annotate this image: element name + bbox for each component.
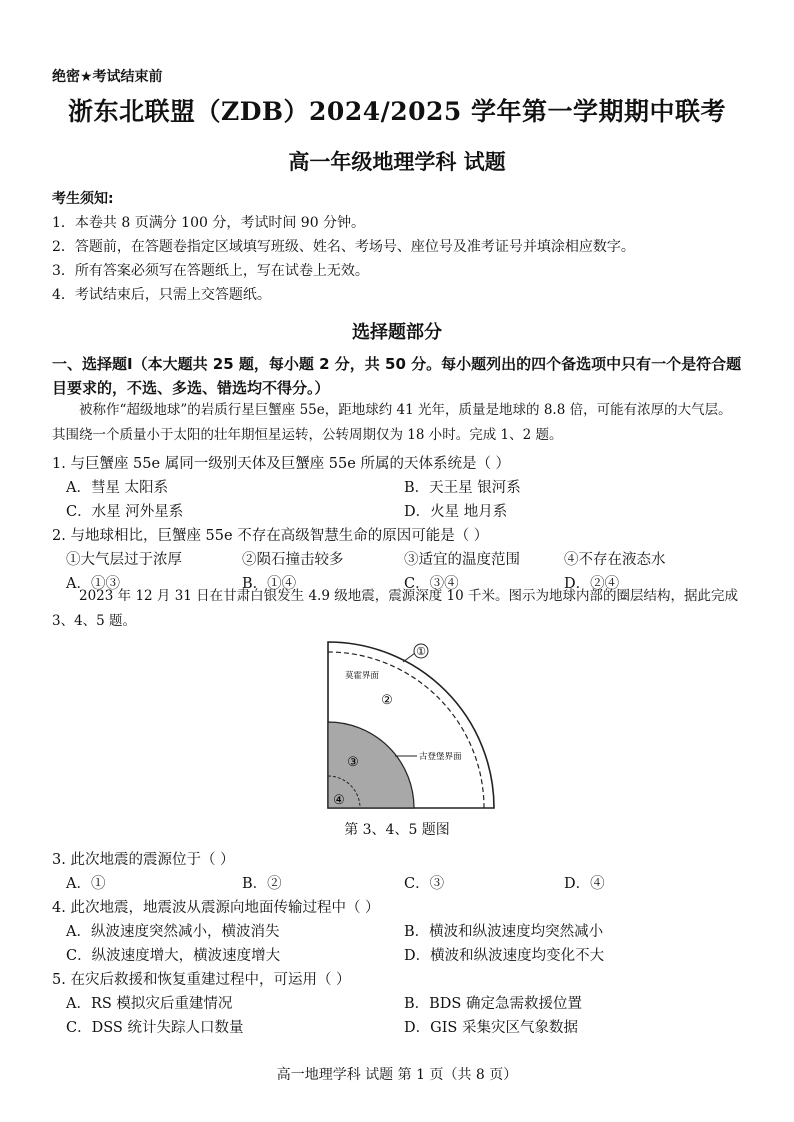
question-2-option-a: A．①③	[66, 576, 120, 592]
exam-title: 浙东北联盟（ZDB）2024/2025 学年第一学期期中联考	[67, 97, 727, 126]
question-3-option-b: B．②	[242, 876, 282, 892]
question-1-option-d: D．火星 地月系	[404, 504, 508, 520]
section-title: 选择题部分	[352, 322, 442, 343]
question-2-option-d: D．②④	[564, 576, 620, 592]
question-5-option-c: C．DSS 统计失踪人口数量	[66, 1020, 244, 1036]
layer-1-pointer	[403, 653, 415, 662]
question-4-option-c: C．纵波速度增大，横波速度增大	[66, 948, 281, 964]
question-2-option-c: C．③④	[404, 576, 459, 592]
question-1-option-a: A．彗星 太阳系	[66, 480, 169, 496]
layer-2-label: ②	[381, 693, 393, 708]
question-3-option-a: A．①	[66, 876, 106, 892]
section-intro: 一、选择题Ⅰ（本大题共 25 题，每小题 2 分，共 50 分。每小题列出的四个备选项中只有一个是符合题目要求的，不选、多选、错选均不得分。）	[52, 355, 742, 397]
question-2-statement: ②陨石撞击较多	[242, 552, 344, 568]
question-5-option-a: A．RS 模拟灾后重建情况	[66, 996, 233, 1012]
question-2-option-b: B．①④	[242, 576, 297, 592]
question-3-option-d: D．④	[564, 876, 605, 892]
question-4-stem: 4. 此次地震，地震波从震源向地面传输过程中（ ）	[52, 900, 380, 916]
notice-item: 4．考试结束后，只需上交答题纸。	[52, 287, 271, 303]
exam-subtitle: 高一年级地理学科 试题	[288, 150, 506, 174]
passage-2: 2023 年 12 月 31 日在甘肃白银发生 4.9 级地震，震源深度 10 千米。图示为地球内部的圈层结构，据此完成 3、4、5 题。	[52, 588, 738, 629]
question-1-option-b: B．天王星 银河系	[404, 480, 521, 496]
earth-layers-diagram	[323, 638, 503, 814]
layer-4-label: ④	[333, 793, 345, 808]
question-4-option-a: A．纵波速度突然减小，横波消失	[66, 924, 280, 940]
question-3-stem: 3. 此次地震的震源位于（ ）	[52, 852, 235, 868]
question-4-option-d: D．横波和纵波速度均变化不大	[404, 948, 605, 964]
notice-item: 3．所有答案必须写在答题纸上，写在试卷上无效。	[52, 263, 369, 279]
moho-label: 莫霍界面	[345, 671, 380, 681]
passage-1: 被称作“超级地球”的岩质行星巨蟹座 55e，距地球约 41 光年，质量是地球的 8.8 倍，可能有浓厚的大气层。其围绕一个质量小于太阳的壮年期恒星运转，公转周期仅为 18 小时。完成 1、2 题。	[52, 402, 732, 443]
notice-heading: 考生须知:	[52, 191, 114, 207]
notice-item: 1．本卷共 8 页满分 100 分，考试时间 90 分钟。	[52, 215, 366, 231]
confidential-mark: 绝密★考试结束前	[52, 69, 163, 85]
question-4-option-b: B．横波和纵波速度均突然减小	[404, 924, 604, 940]
question-2-statement: ③适宜的温度范围	[404, 552, 520, 568]
layer-3-label: ③	[347, 755, 359, 770]
question-2-statement: ④不存在液态水	[564, 552, 666, 568]
gutenberg-label: 古登堡界面	[419, 752, 462, 762]
question-3-option-c: C．③	[404, 876, 445, 892]
question-5-option-b: B．BDS 确定急需救援位置	[404, 996, 582, 1012]
question-1-stem: 1. 与巨蟹座 55e 属同一级别天体及巨蟹座 55e 所属的天体系统是（ ）	[52, 456, 511, 472]
question-5-stem: 5. 在灾后救援和恢复重建过程中，可运用（ ）	[52, 972, 351, 988]
question-2-statement: ①大气层过于浓厚	[66, 552, 182, 568]
figure-caption: 第 3、4、5 题图	[344, 822, 450, 838]
page-footer: 高一地理学科 试题 第 1 页（共 8 页）	[276, 1067, 518, 1083]
question-5-option-d: D．GIS 采集灾区气象数据	[404, 1020, 578, 1036]
question-1-option-c: C．水星 河外星系	[66, 504, 184, 520]
layer-1-label: ①	[416, 645, 426, 658]
notice-item: 2．答题前，在答题卷指定区域填写班级、姓名、考场号、座位号及准考证号并填涂相应数字。	[52, 239, 635, 255]
question-2-stem: 2. 与地球相比，巨蟹座 55e 不存在高级智慧生命的原因可能是（ ）	[52, 528, 489, 544]
